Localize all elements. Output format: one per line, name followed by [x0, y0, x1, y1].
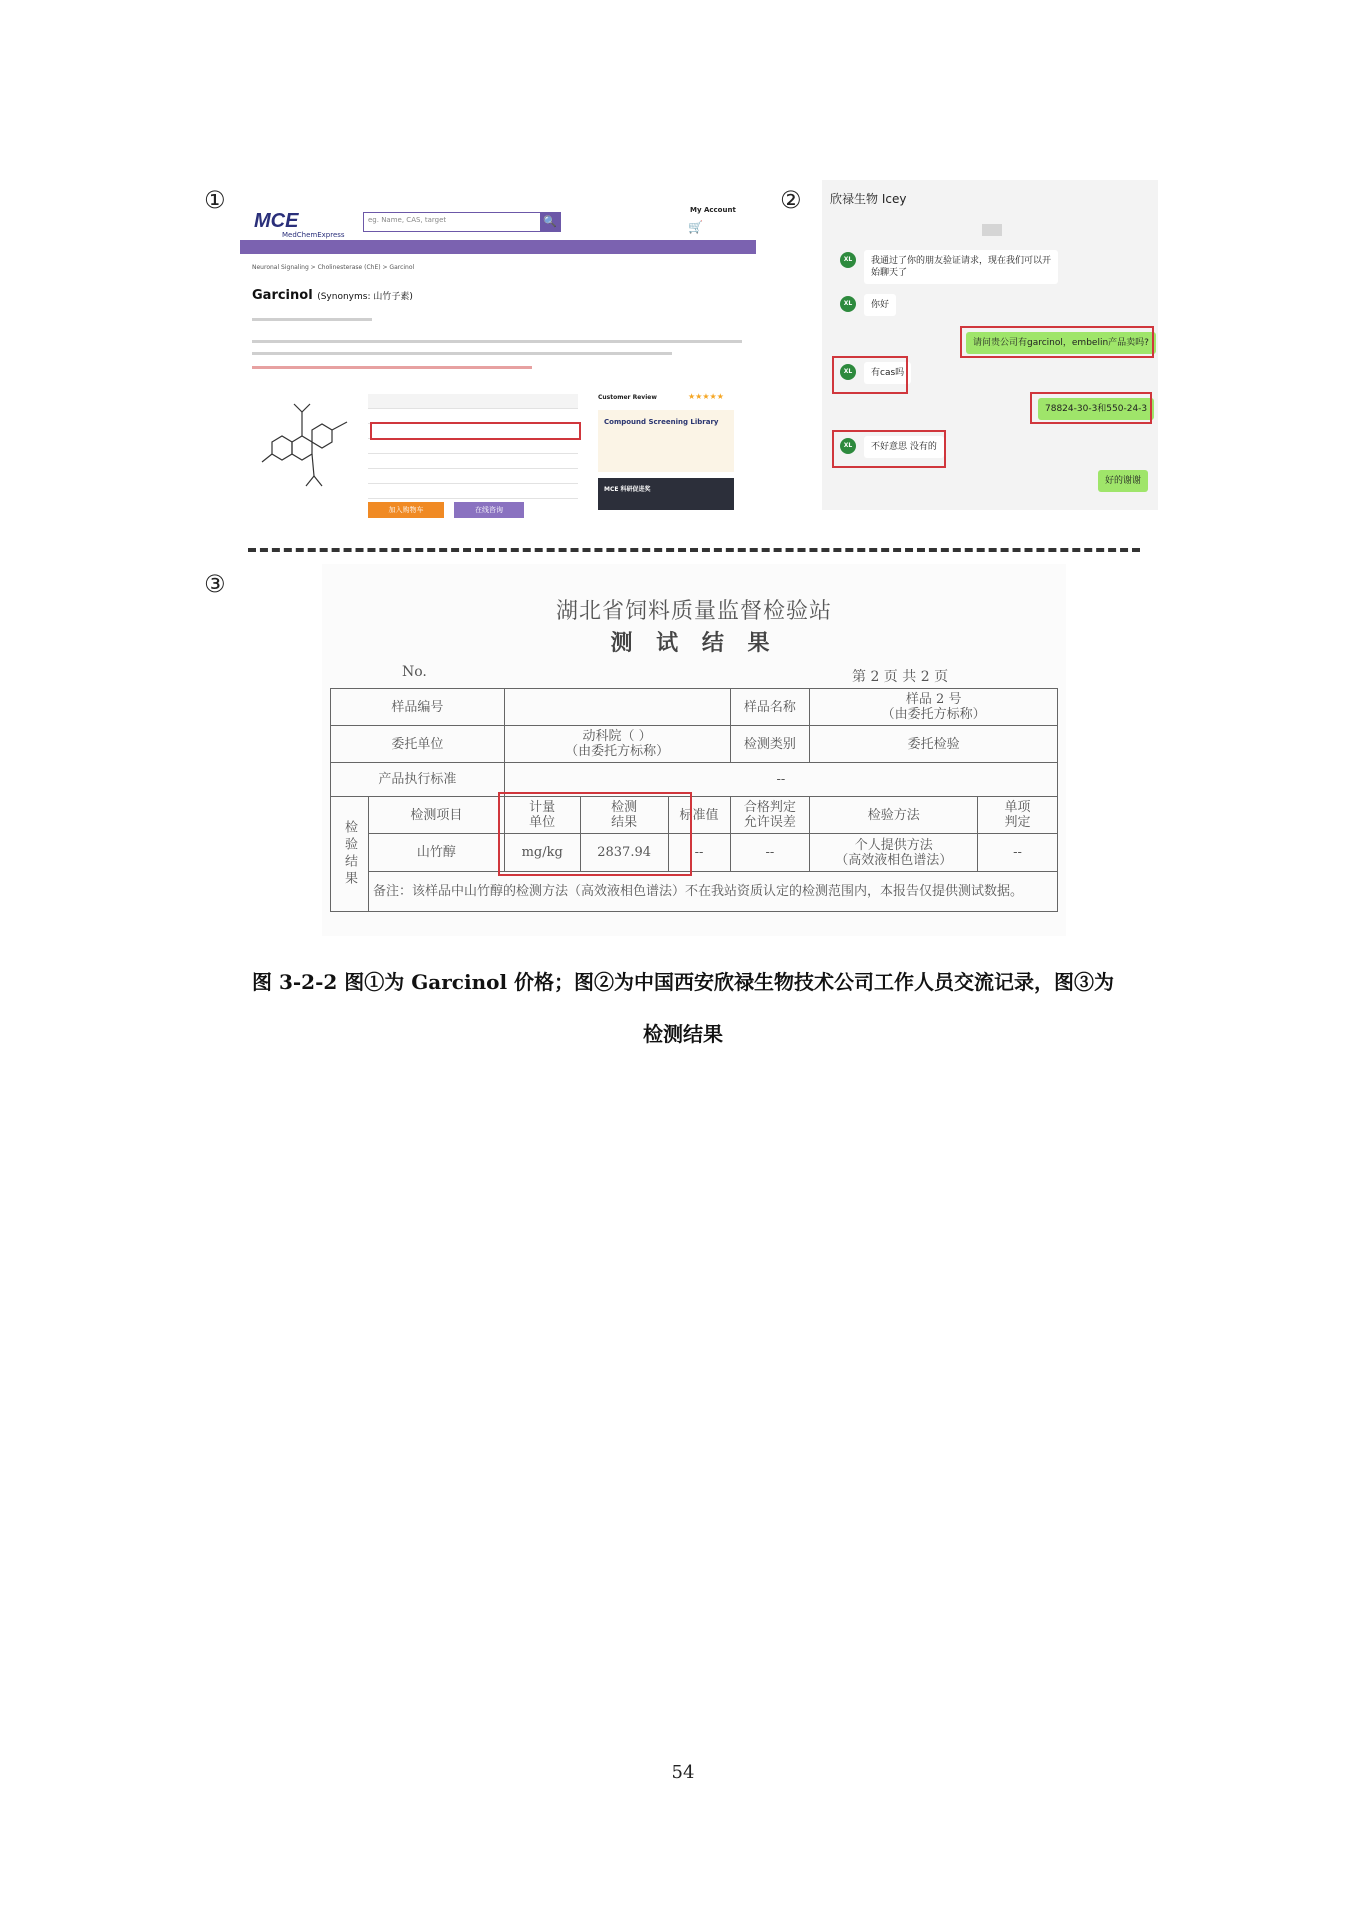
sample-no-value [504, 689, 730, 726]
sample-name-label: 样品名称 [730, 689, 810, 726]
rating-stars: ★★★★★ [688, 392, 724, 401]
price-table-header [368, 394, 578, 409]
marker-2: ② [780, 186, 802, 214]
chat-message: 我通过了你的朋友验证请求，现在我们可以开始聊天了 [864, 250, 1058, 284]
contact-avatar[interactable]: XL [840, 364, 856, 380]
price-table [368, 394, 578, 499]
description-line [252, 366, 532, 369]
online-consult-button[interactable]: 在线咨询 [454, 502, 524, 518]
figure-caption-line-1: 图 3-2-2 图①为 Garcinol 价格；图②为中国西安欣禄生物技术公司工作人员交流记录，图③为 [251, 970, 1115, 994]
chat-title: 欣禄生物 Icey [830, 192, 907, 206]
contact-avatar[interactable]: XL [840, 296, 856, 312]
highlight-box [832, 356, 908, 394]
cart-icon[interactable]: 🛒 [688, 220, 703, 234]
chat-message: 78824-30-3和550-24-3 [1038, 398, 1154, 420]
banner-title: Compound Screening Library [604, 418, 719, 426]
page-number: 54 [671, 1762, 695, 1783]
product-name: Garcinol [252, 288, 313, 303]
price-row[interactable] [368, 454, 578, 469]
method-value: 个人提供方法 （高效液相色谱法） [810, 834, 978, 872]
mce-product-screenshot [240, 196, 756, 526]
breadcrumb: Neuronal Signaling > Cholinesterase (ChE) > Garcinol [252, 264, 415, 271]
client-value: 动科院（ ） （由委托方标称） [504, 726, 730, 763]
price-row[interactable] [368, 439, 578, 454]
section-label: 检验结果 [331, 797, 369, 912]
product-synonyms: (Synonyms: 山竹子素) [317, 292, 413, 302]
price-row[interactable] [368, 484, 578, 499]
description-line [252, 340, 742, 343]
judgement-header: 单项 判定 [978, 797, 1058, 834]
method-header: 检验方法 [810, 797, 978, 834]
my-account-link[interactable]: My Account [690, 206, 736, 214]
report-page-info: 第 2 页 共 2 页 [852, 669, 949, 685]
test-type-label: 检测类别 [730, 726, 810, 763]
highlight-box [960, 326, 1154, 358]
search-box[interactable] [363, 212, 561, 232]
report-table [330, 688, 1058, 912]
contact-avatar[interactable]: XL [840, 252, 856, 268]
search-icon[interactable]: 🔍 [540, 213, 560, 231]
description-line [252, 352, 672, 355]
mce-logo-sub: MedChemExpress [282, 231, 345, 239]
tolerance-value: -- [730, 834, 810, 872]
standard-value-header: 标准值 [668, 797, 730, 834]
mce-logo: MCE [254, 210, 299, 232]
search-input[interactable]: eg. Name, CAS, target [368, 216, 447, 224]
description-line [252, 318, 372, 321]
product-title [252, 288, 413, 303]
standard-value-cell: -- [668, 834, 730, 872]
chat-message: 有cas吗 [864, 362, 911, 384]
chat-screenshot [822, 180, 1158, 510]
marker-3: ③ [204, 570, 226, 598]
report-subheading: 测 试 结 果 [610, 630, 778, 656]
tolerance-header: 合格判定 允许误差 [730, 797, 810, 834]
test-report-scan [322, 564, 1066, 936]
chemical-structure-image [252, 392, 352, 492]
result-header: 检测 结果 [580, 797, 668, 834]
customer-review-label: Customer Review [598, 394, 657, 401]
compound-library-banner[interactable] [598, 410, 734, 472]
highlight-box [1030, 392, 1152, 424]
item-header: 检测项目 [368, 797, 504, 834]
judgement-value: -- [978, 834, 1058, 872]
report-heading: 湖北省饲料质量监督检验站 [555, 599, 832, 624]
client-label: 委托单位 [331, 726, 505, 763]
chat-timestamp [982, 224, 1002, 236]
standard-value: -- [504, 763, 1057, 797]
report-note: 备注：该样品中山竹醇的检测方法（高效液相色谱法）不在我站资质认定的检测范围内，本报告仅提供测试数据。 [368, 872, 1057, 912]
marker-1: ① [204, 186, 226, 214]
chat-message: 你好 [864, 294, 896, 316]
sample-name-value: 样品 2 号 （由委托方标称） [810, 689, 1058, 726]
banner-title: MCE 科研促进奖 [604, 486, 651, 493]
figure-caption-line-2: 检测结果 [643, 1022, 723, 1046]
unit-header: 计量 单位 [504, 797, 580, 834]
highlighted-price-row [370, 422, 581, 440]
chat-message: 好的谢谢 [1098, 470, 1148, 492]
result-value: 2837.94 [580, 834, 668, 872]
dashed-divider [248, 548, 1140, 552]
standard-label: 产品执行标准 [331, 763, 505, 797]
highlighted-result-box [498, 792, 692, 876]
unit-value: mg/kg [504, 834, 580, 872]
sample-no-label: 样品编号 [331, 689, 505, 726]
main-nav-bar[interactable] [240, 240, 756, 254]
add-to-cart-button[interactable]: 加入购物车 [368, 502, 444, 518]
chat-message: 请问贵公司有garcinol，embelin产品卖吗? [966, 332, 1156, 354]
price-row[interactable] [368, 469, 578, 484]
test-type-value: 委托检验 [810, 726, 1058, 763]
award-banner[interactable] [598, 478, 734, 510]
highlight-box [832, 430, 946, 468]
item-value: 山竹醇 [368, 834, 504, 872]
contact-avatar[interactable]: XL [840, 438, 856, 454]
chat-message: 不好意思 没有的 [864, 436, 944, 458]
report-number-label: No. [402, 664, 427, 680]
